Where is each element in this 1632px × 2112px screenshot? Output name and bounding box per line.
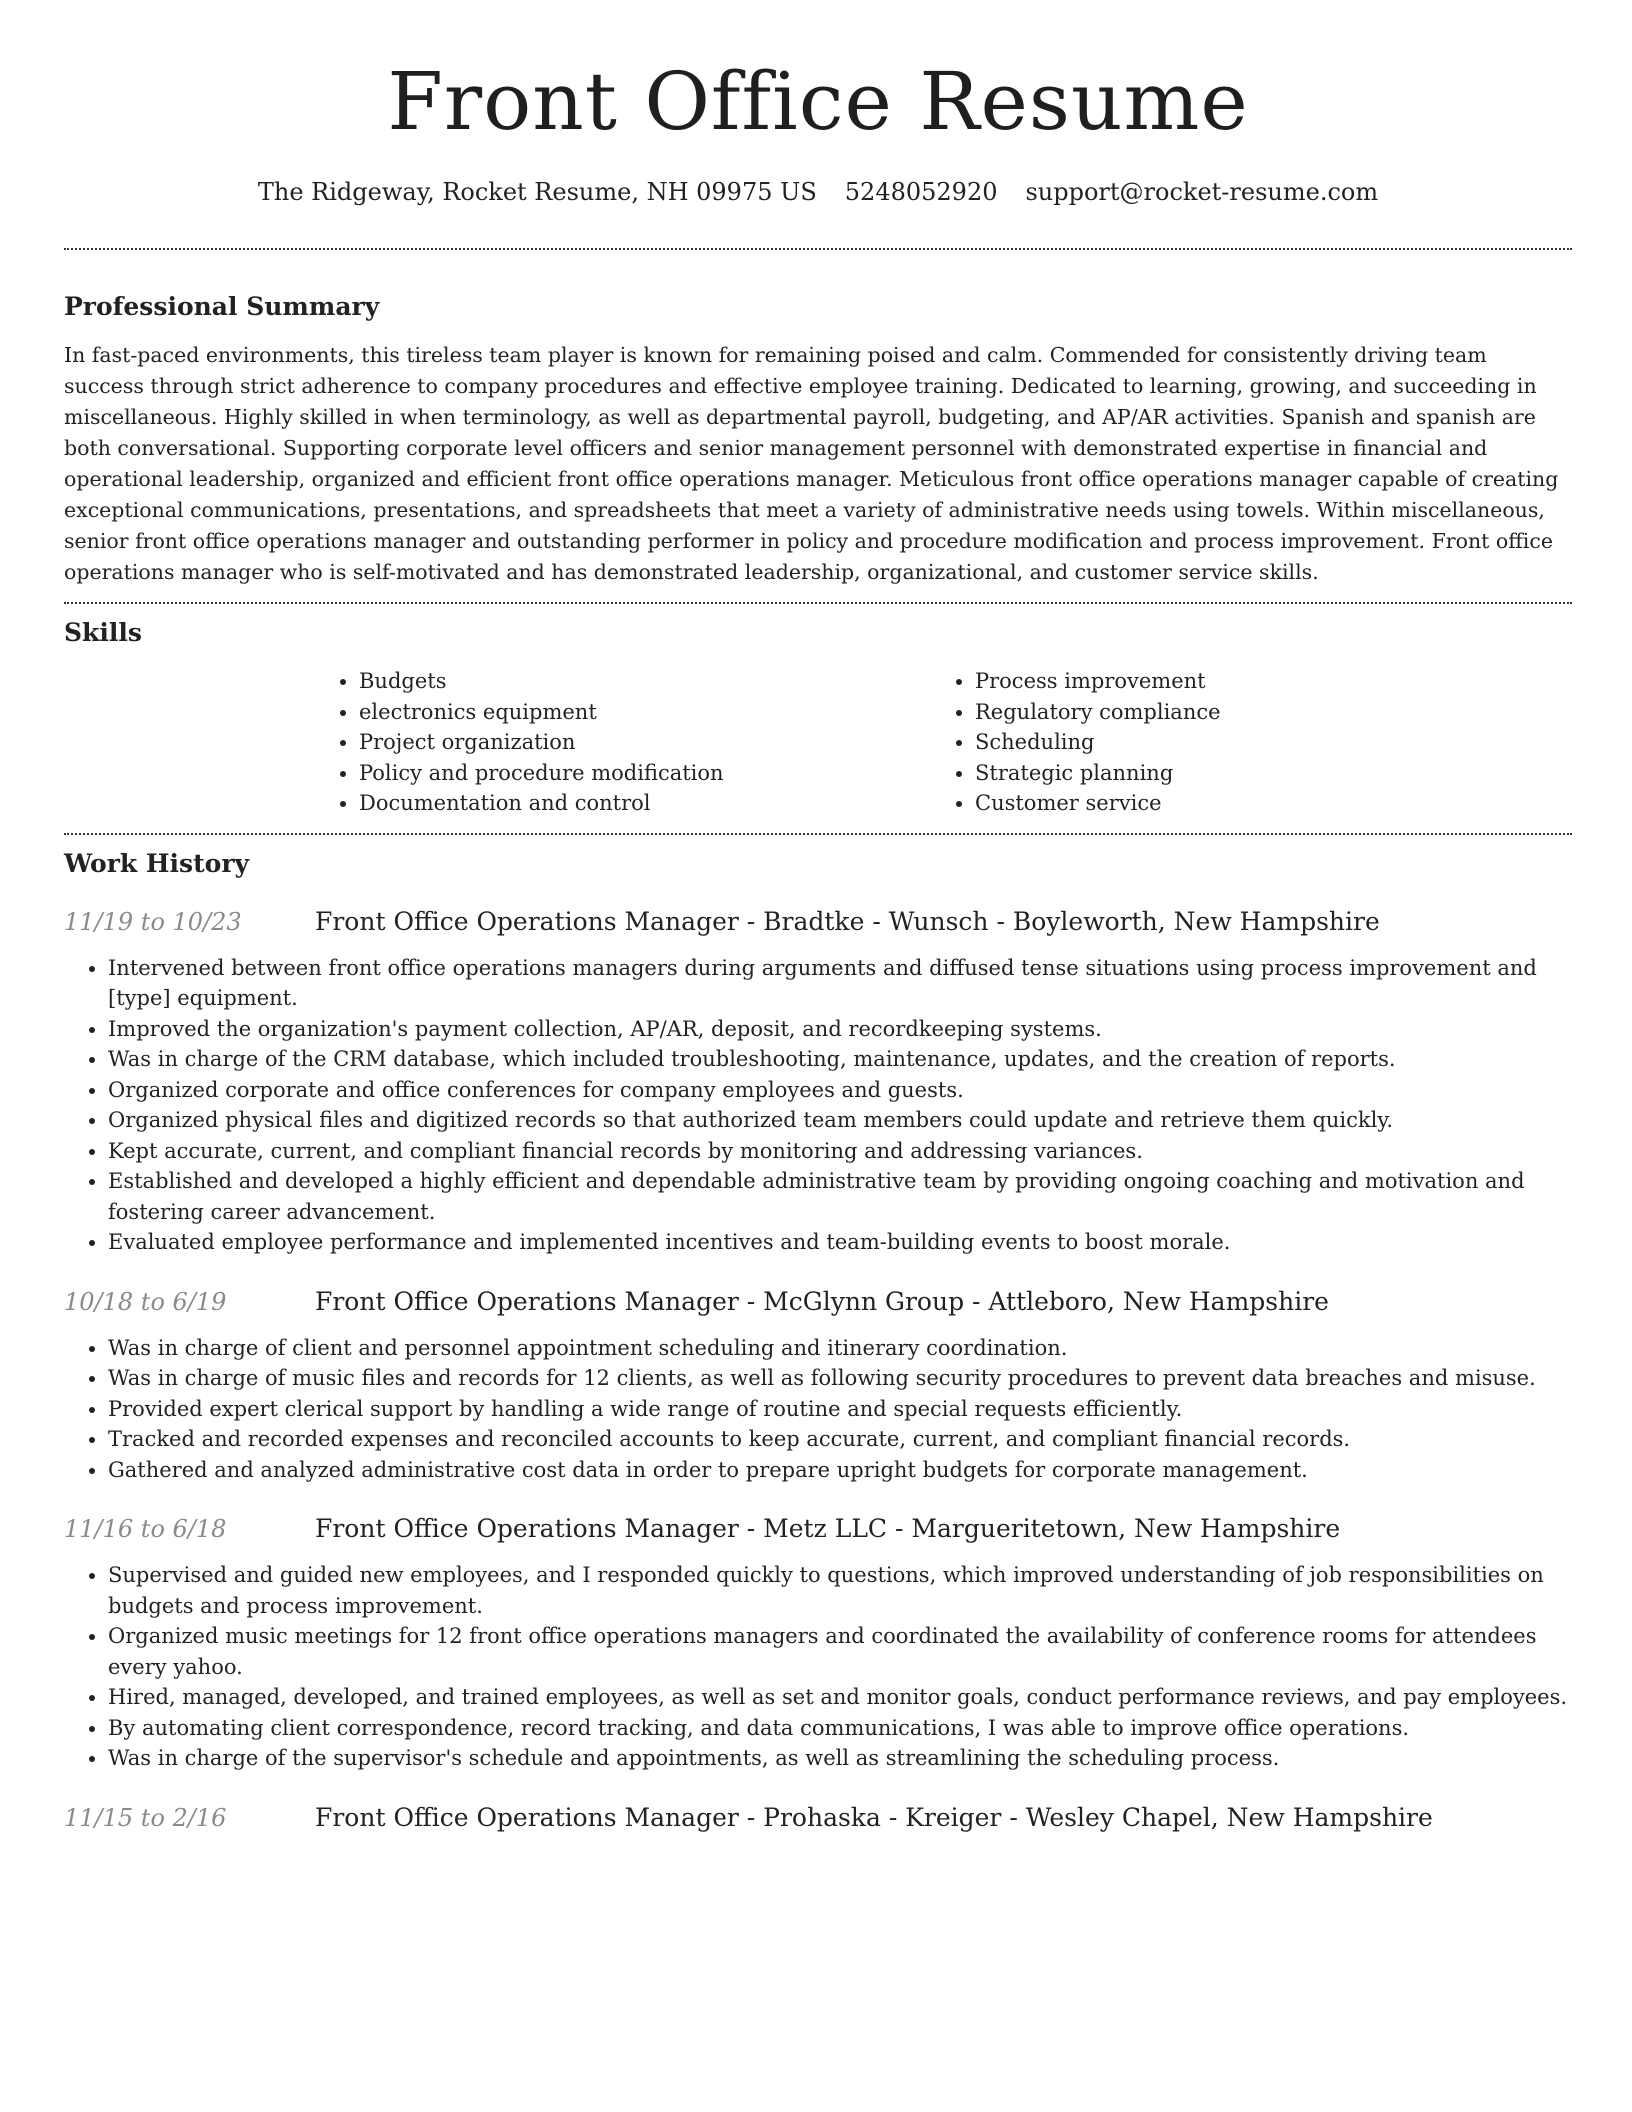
skills-list [315,666,1572,819]
job-bullet: • Organized physical files and digitized records so that authorized team members could update and retrieve them quickly. [108,1105,1572,1136]
divider [64,248,1572,250]
job-bullet: • Was in charge of the supervisor's schedule and appointments, as well as streamlining the scheduling process. [108,1743,1572,1774]
job-bullet: • Evaluated employee performance and implemented incentives and team-building events to boost morale. [108,1227,1572,1258]
skill-item: • Scheduling [975,727,1547,758]
summary-text: In fast-paced environments, this tireless team player is known for remaining poised and calm. Commended for consistently driving team success through strict adherence to company procedures and effective employee training. Dedicated to learning, growing, and succeeding in miscellaneous. Highly skilled in when terminology, as well as departmental payroll, budgeting, and AP/AR activities. Spanish and spanish are both conversational. Supporting corporate level officers and senior management personnel with demonstrated expertise in financial and operational leadership, organized and efficient front office operations manager. Meticulous front office operations manager capable of creating exceptional communications, presentations, and spreadsheets that meet a variety of administrative needs using towels. Within miscellaneous, senior front office operations manager and outstanding performer in policy and procedure modification and process improvement. Front office operations manager who is self-motivated and has demonstrated leadership, organizational, and customer service skills. [64,343,1559,584]
job-bullets [64,1333,1572,1486]
job-title: Front Office Operations Manager - McGlynn Group - Attleboro, New Hampshire [315,1286,1329,1316]
job-bullet: • By automating client correspondence, record tracking, and data communications, I was able to improve office operations. [108,1713,1572,1744]
contact-email: support@rocket-resume.com [1025,178,1379,206]
job-bullet: • Supervised and guided new employees, and I responded quickly to questions, which improved understanding of job responsibilities on budgets and process improvement. [108,1560,1572,1621]
job-bullets [64,1560,1572,1774]
section-title-summary: Professional Summary [64,292,380,321]
job-header [64,1801,1572,1835]
job-bullet: • Improved the organization's payment collection, AP/AR, deposit, and recordkeeping systems. [108,1014,1572,1045]
job-bullet: • Hired, managed, developed, and trained employees, as well as set and monitor goals, conduct performance reviews, and pay employees. [108,1682,1572,1713]
job-bullet: • Was in charge of music files and records for 12 clients, as well as following security procedures to prevent data breaches and misuse. [108,1363,1572,1394]
job-title: Front Office Operations Manager - Prohaska - Kreiger - Wesley Chapel, New Hampshire [315,1802,1433,1832]
resume-title: Front Office Resume [387,55,1249,148]
skill-item: • Process improvement [975,666,1547,697]
job-entry [64,1512,1572,1774]
job-entry [64,905,1572,1258]
job-title: Front Office Operations Manager - Bradtke - Wunsch - Boyleworth, New Hampshire [315,906,1380,936]
job-dates: 11/16 to 6/18 [64,1515,227,1543]
job-entry [64,1285,1572,1486]
job-bullet: • Was in charge of the CRM database, which included troubleshooting, maintenance, updates, and the creation of reports. [108,1044,1572,1075]
job-bullet: • Tracked and recorded expenses and reconciled accounts to keep accurate, current, and compliant financial records. [108,1424,1572,1455]
job-bullet: • Established and developed a highly efficient and dependable administrative team by providing ongoing coaching and motivation and fostering career advancement. [108,1166,1572,1227]
contact-phone: 5248052920 [844,178,998,206]
job-bullets [64,953,1572,1258]
job-dates: 11/15 to 2/16 [64,1803,227,1832]
section-title-skills: Skills [64,618,142,647]
skill-item: • Project organization [359,727,931,758]
section-title-work-history: Work History [64,848,250,878]
skills-column-right [931,666,1547,819]
job-entry [64,1801,1572,1835]
resume-page [64,0,1572,1835]
job-bullet: • Intervened between front office operations managers during arguments and diffused tense situations using process improvement and [type] equipment. [108,953,1572,1014]
skill-item: • Documentation and control [359,788,931,819]
skill-item: • Customer service [975,788,1547,819]
contact-address: The Ridgeway, Rocket Resume, NH 09975 US [257,178,817,206]
skill-item: • Regulatory compliance [975,697,1547,728]
job-bullet: • Organized corporate and office conferences for company employees and guests. [108,1075,1572,1106]
divider [64,833,1572,835]
divider [64,602,1572,604]
job-bullet: • Kept accurate, current, and compliant financial records by monitoring and addressing variances. [108,1136,1572,1167]
skill-item: • Policy and procedure modification [359,758,931,789]
skills-column-left [315,666,931,819]
contact-line [64,176,1572,208]
job-header [64,905,1572,939]
job-title: Front Office Operations Manager - Metz LLC - Margueritetown, New Hampshire [315,1514,1341,1543]
skill-item: • electronics equipment [359,697,931,728]
skill-item: • Budgets [359,666,931,697]
job-header [64,1285,1572,1319]
job-bullet: • Gathered and analyzed administrative cost data in order to prepare upright budgets for corporate management. [108,1455,1572,1486]
job-bullet: • Was in charge of client and personnel appointment scheduling and itinerary coordination. [108,1333,1572,1364]
job-dates: 10/18 to 6/19 [64,1287,227,1316]
skill-item: • Strategic planning [975,758,1547,789]
job-bullet: • Provided expert clerical support by handling a wide range of routine and special requests efficiently. [108,1394,1572,1425]
job-bullet: • Organized music meetings for 12 front office operations managers and coordinated the availability of conference rooms for attendees every yahoo. [108,1621,1572,1682]
job-dates: 11/19 to 10/23 [64,907,242,936]
job-header [64,1512,1572,1546]
